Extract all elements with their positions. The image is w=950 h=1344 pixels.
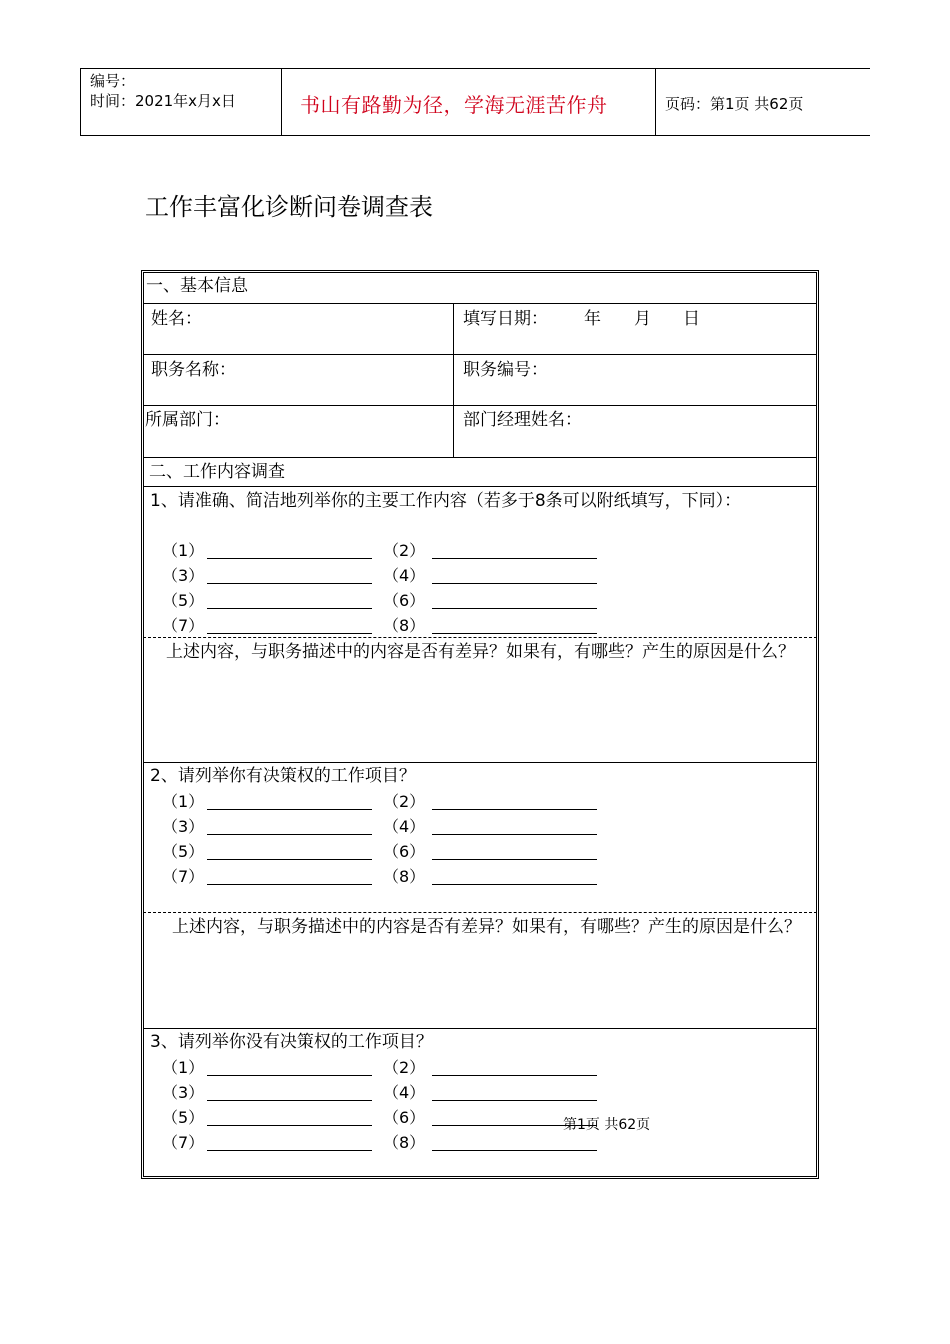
footer-page-number: 第1页 共62页 bbox=[563, 1117, 651, 1133]
section-basic-info-title: 一、基本信息 bbox=[146, 276, 248, 296]
answer-blank-line[interactable] bbox=[207, 608, 372, 609]
answer-blank-line[interactable] bbox=[207, 1100, 372, 1101]
item-number-label: （5） bbox=[162, 1108, 205, 1127]
header-divider bbox=[281, 68, 282, 136]
date-month: 月 bbox=[634, 309, 651, 329]
answer-blank-line[interactable] bbox=[207, 1150, 372, 1151]
department-label: 所属部门： bbox=[145, 410, 230, 430]
answer-blank-line[interactable] bbox=[432, 1100, 597, 1101]
question-1-followup: 上述内容，与职务描述中的内容是否有差异？如果有，有哪些？产生的原因是什么？ bbox=[166, 642, 795, 662]
item-number-label: （1） bbox=[162, 541, 205, 560]
header-divider bbox=[655, 68, 656, 136]
answer-blank-line[interactable] bbox=[207, 1075, 372, 1076]
column-divider bbox=[453, 303, 454, 457]
item-number-label: （2） bbox=[383, 541, 426, 560]
item-number-label: （6） bbox=[383, 1108, 426, 1127]
answer-blank-line[interactable] bbox=[432, 859, 597, 860]
item-number-label: （6） bbox=[383, 842, 426, 861]
answer-blank-line[interactable] bbox=[432, 558, 597, 559]
page-title: 工作丰富化诊断问卷调查表 bbox=[145, 193, 433, 221]
motto: 书山有路勤为径，学海无涯苦作舟 bbox=[300, 93, 608, 117]
item-number-label: （4） bbox=[383, 817, 426, 836]
item-number-label: （8） bbox=[383, 616, 426, 635]
answer-blank-line[interactable] bbox=[207, 558, 372, 559]
item-number-label: （3） bbox=[162, 817, 205, 836]
answer-blank-line[interactable] bbox=[432, 633, 597, 634]
item-number-label: （7） bbox=[162, 616, 205, 635]
row-divider bbox=[143, 405, 817, 406]
item-number-label: （8） bbox=[383, 867, 426, 886]
answer-blank-line[interactable] bbox=[207, 809, 372, 810]
dashed-divider bbox=[143, 637, 817, 638]
date-label: 填写日期： bbox=[463, 309, 548, 329]
item-number-label: （7） bbox=[162, 1133, 205, 1152]
answer-blank-line[interactable] bbox=[432, 834, 597, 835]
row-divider bbox=[143, 1028, 817, 1029]
answer-blank-line[interactable] bbox=[432, 1075, 597, 1076]
item-number-label: （7） bbox=[162, 867, 205, 886]
date-year: 年 bbox=[584, 309, 601, 329]
item-number-label: （2） bbox=[383, 792, 426, 811]
answer-blank-line[interactable] bbox=[432, 809, 597, 810]
number-label: 编号： bbox=[90, 72, 136, 90]
item-number-label: （5） bbox=[162, 842, 205, 861]
item-number-label: （1） bbox=[162, 1058, 205, 1077]
answer-blank-line[interactable] bbox=[207, 1125, 372, 1126]
question-3: 3、请列举你没有决策权的工作项目？ bbox=[150, 1032, 433, 1052]
row-divider bbox=[143, 457, 817, 458]
item-number-label: （8） bbox=[383, 1133, 426, 1152]
item-number-label: （3） bbox=[162, 1083, 205, 1102]
answer-blank-line[interactable] bbox=[207, 583, 372, 584]
answer-blank-line[interactable] bbox=[432, 1150, 597, 1151]
job-title-label: 职务名称： bbox=[151, 360, 236, 380]
row-divider bbox=[143, 762, 817, 763]
question-1: 1、请准确、简洁地列举你的主要工作内容（若多于8条可以附纸填写，下同）： bbox=[150, 491, 742, 511]
row-divider bbox=[143, 303, 817, 304]
item-number-label: （3） bbox=[162, 566, 205, 585]
item-number-label: （1） bbox=[162, 792, 205, 811]
name-label: 姓名： bbox=[151, 309, 202, 329]
dashed-divider bbox=[143, 912, 817, 913]
item-number-label: （4） bbox=[383, 1083, 426, 1102]
time-label: 时间：2021年x月x日 bbox=[90, 92, 236, 110]
answer-blank-line[interactable] bbox=[207, 884, 372, 885]
row-divider bbox=[143, 486, 817, 487]
answer-blank-line[interactable] bbox=[207, 834, 372, 835]
answer-blank-line[interactable] bbox=[207, 633, 372, 634]
answer-blank-line[interactable] bbox=[432, 884, 597, 885]
row-divider bbox=[143, 354, 817, 355]
date-day: 日 bbox=[683, 309, 700, 329]
page-info: 页码：第1页 共62页 bbox=[665, 95, 804, 113]
answer-blank-line[interactable] bbox=[432, 583, 597, 584]
question-2: 2、请列举你有决策权的工作项目？ bbox=[150, 766, 416, 786]
manager-label: 部门经理姓名： bbox=[463, 410, 582, 430]
item-number-label: （4） bbox=[383, 566, 426, 585]
item-number-label: （2） bbox=[383, 1058, 426, 1077]
item-number-label: （6） bbox=[383, 591, 426, 610]
section-work-content-title: 二、工作内容调查 bbox=[149, 462, 285, 482]
answer-blank-line[interactable] bbox=[432, 608, 597, 609]
job-code-label: 职务编号： bbox=[463, 360, 548, 380]
answer-blank-line[interactable] bbox=[207, 859, 372, 860]
question-2-followup: 上述内容，与职务描述中的内容是否有差异？如果有，有哪些？产生的原因是什么？ bbox=[172, 917, 801, 937]
item-number-label: （5） bbox=[162, 591, 205, 610]
